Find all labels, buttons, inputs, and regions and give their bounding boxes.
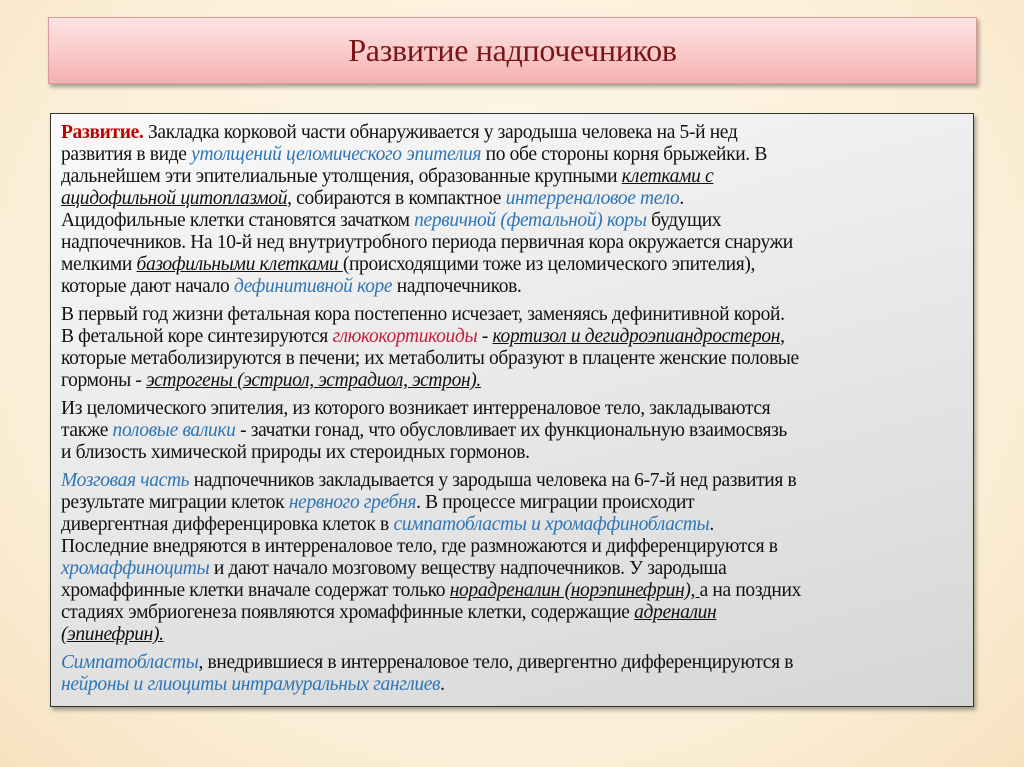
text: будущих [646,210,722,231]
text: стадиях эмбриогенеза появляются хромаффинные клетки, содержащие [61,602,635,623]
content-box [50,113,974,707]
text: которые метаболизируются в печени; их метаболиты образуют в плаценте женские половые [61,348,799,369]
text-line [61,276,963,298]
text: и близость химической природы их стероидных гормонов. [61,442,530,463]
text: дивергентная дифференцировка клеток в [61,514,394,535]
highlighted-term: симпатобласты и хромаффинобласты [393,514,710,535]
text-line [61,304,963,326]
text-line [61,536,963,558]
red-term: глюкокортикоиды [332,326,478,347]
text-line [61,122,963,144]
text: по обе стороны корня брыжейки. В [481,144,768,165]
text: (происходящими тоже из целомического эпителия), [342,254,755,275]
text-line [61,652,963,674]
text: . В процессе миграции происходит [416,492,695,513]
text: также [61,420,113,441]
text: - [477,326,493,347]
title-box [48,17,977,84]
text-line [61,254,963,276]
text-line [61,558,963,580]
text: . [440,674,445,695]
highlighted-term: утолщений целомического эпителия [191,144,482,165]
paragraph [61,398,963,464]
text-line [61,442,963,464]
text: В первый год жизни фетальная кора постепенно исчезает, заменяясь дефинитивной корой. [61,304,785,325]
text: мелкими [61,254,137,275]
underlined-term: кортизол и дегидроэпиандростерон [492,326,781,347]
text: хромаффинные клетки вначале содержат только [61,580,450,601]
bold-term: Развитие. [61,122,144,143]
text: а на поздних [699,580,801,601]
underlined-term: ацидофильной цитоплазмой [61,188,288,209]
text: В фетальной коре синтезируются [61,326,333,347]
text-line [61,370,963,392]
text: - зачатки гонад, что обусловливает их функциональную взаимосвязь [235,420,787,441]
highlighted-term: Мозговая часть [61,470,190,491]
text-line [61,674,963,696]
highlighted-term: хромаффиноциты [61,558,210,579]
text: надпочечников. На 10-й нед внутриутробного периода первичная кора окружается снаружи [61,232,793,253]
text-line [61,188,963,210]
underlined-term: адреналин [634,602,717,623]
text: . [679,188,684,209]
text: , внедрившиеся в интерреналовое тело, дивергентно дифференцируются в [198,652,794,673]
slide-title: Развитие надпочечников [348,32,677,68]
paragraph [61,652,963,696]
text-line [61,144,963,166]
text: гормоны - [61,370,147,391]
text-line [61,514,963,536]
text-line [61,602,963,624]
highlighted-term: нервного гребня [288,492,417,513]
text: Закладка корковой части обнаруживается у зародыша человека на 5-й нед [143,122,738,143]
text: Из целомического эпителия, из которого возникает интерреналовое тело, закладываются [61,398,771,419]
text-line [61,580,963,602]
highlighted-term: дефинитивной коре [233,276,393,297]
paragraph [61,304,963,392]
text-line [61,326,963,348]
text: , [780,326,785,347]
underlined-term: клетками с [621,166,714,187]
text-line [61,492,963,514]
text: дальнейшем эти эпителиальные утолщения, образованные крупными [61,166,622,187]
highlighted-term: половые валики [112,420,236,441]
text: . [709,514,714,535]
highlighted-term: нейроны и глиоциты интрамуральных ганглиев [61,674,441,695]
highlighted-term: интерреналовое тело [505,188,680,209]
underlined-term: норадреналин (норэпинефрин), [449,580,700,601]
text: Последние внедряются в интерреналовое тело, где размножаются и дифференцируются в [61,536,778,557]
text-line [61,210,963,232]
paragraph [61,470,963,646]
highlighted-term: Симпатобласты [61,652,199,673]
text-line [61,232,963,254]
text-line [61,398,963,420]
text-line [61,470,963,492]
text-line [61,166,963,188]
text: , собираются в компактное [287,188,506,209]
underlined-term: эстрогены (эстриол, эстрадиол, эстрон). [146,370,481,391]
text: результате миграции клеток [61,492,289,513]
text: надпочечников закладывается у зародыша человека на 6-7-й нед развития в [189,470,797,491]
text: надпочечников. [392,276,522,297]
text-line [61,348,963,370]
text-line [61,624,963,646]
text: которые дают начало [61,276,234,297]
text-line [61,420,963,442]
underlined-term: (эпинефрин). [61,624,164,645]
text: развития в виде [61,144,192,165]
text: Ацидофильные клетки становятся зачатком [61,210,415,231]
text: и дают начало мозговому веществу надпочечников. У зародыша [209,558,727,579]
paragraph [61,122,963,298]
highlighted-term: первичной (фетальной) коры [414,210,647,231]
underlined-term: базофильными клетками [136,254,343,275]
